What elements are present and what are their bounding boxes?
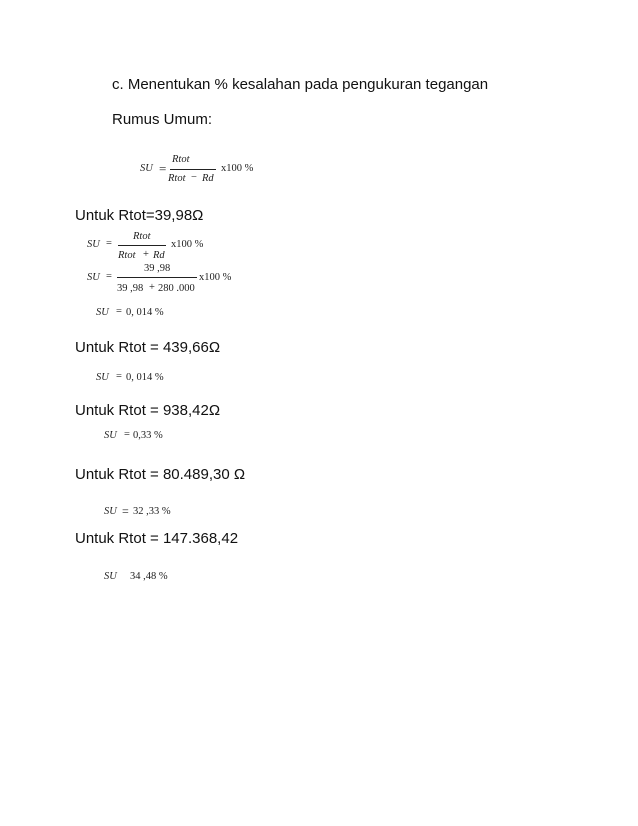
formula-den-op: − xyxy=(191,172,197,183)
f1-factor: x100 % xyxy=(171,239,204,250)
f2-lhs: SU xyxy=(87,272,100,283)
f1-den-a: Rtot xyxy=(118,250,136,261)
result-op: = xyxy=(116,306,122,317)
result-lhs: SU xyxy=(96,307,109,318)
formula-eq: = xyxy=(159,161,167,176)
f2-den-a: 39 ,98 xyxy=(117,283,144,294)
case2-title: Untuk Rtot = 439,66Ω xyxy=(75,339,221,356)
f1-den-op: + xyxy=(143,249,149,260)
result-value: 0, 014 % xyxy=(126,307,164,318)
result-lhs: SU xyxy=(104,506,117,517)
fraction-bar xyxy=(117,277,197,278)
f2-eq: = xyxy=(106,271,112,282)
fraction-bar xyxy=(170,169,216,170)
case5-title: Untuk Rtot = 147.368,42 xyxy=(75,530,239,547)
result-op: = xyxy=(122,504,129,518)
f1-eq: = xyxy=(106,238,112,249)
formula-lhs: SU xyxy=(140,163,153,174)
result-value: 32 ,33 % xyxy=(133,506,171,517)
case3-title: Untuk Rtot = 938,42Ω xyxy=(75,402,221,419)
case4-title: Untuk Rtot = 80.489,30 Ω xyxy=(75,466,246,483)
formula-den-a: Rtot xyxy=(168,173,186,184)
result-op: = xyxy=(116,371,122,382)
result-value: 0,33 % xyxy=(133,430,163,441)
f1-den-b: Rd xyxy=(153,250,165,261)
f2-den-op: + xyxy=(149,282,155,293)
formula-den-b: Rd xyxy=(202,173,214,184)
f1-lhs: SU xyxy=(87,239,100,250)
formula-numerator: Rtot xyxy=(172,154,190,165)
section-heading: c. Menentukan % kesalahan pada pengukuran tegangan xyxy=(112,76,489,93)
f2-numerator: 39 ,98 xyxy=(144,263,171,274)
result-lhs: SU xyxy=(96,372,109,383)
result-value: 0, 014 % xyxy=(126,372,164,383)
result-lhs: SU xyxy=(104,430,117,441)
case1-title: Untuk Rtot=39,98Ω xyxy=(75,207,204,224)
fraction-bar xyxy=(118,245,166,246)
result-lhs: SU xyxy=(104,571,117,582)
result-value: 34 ,48 % xyxy=(130,571,168,582)
rumus-label: Rumus Umum: xyxy=(112,111,213,128)
f2-den-b: 280 .000 xyxy=(158,283,195,294)
formula-factor: x100 % xyxy=(221,163,254,174)
f1-numerator: Rtot xyxy=(133,231,151,242)
f2-factor: x100 % xyxy=(199,272,232,283)
result-op: = xyxy=(124,429,130,440)
